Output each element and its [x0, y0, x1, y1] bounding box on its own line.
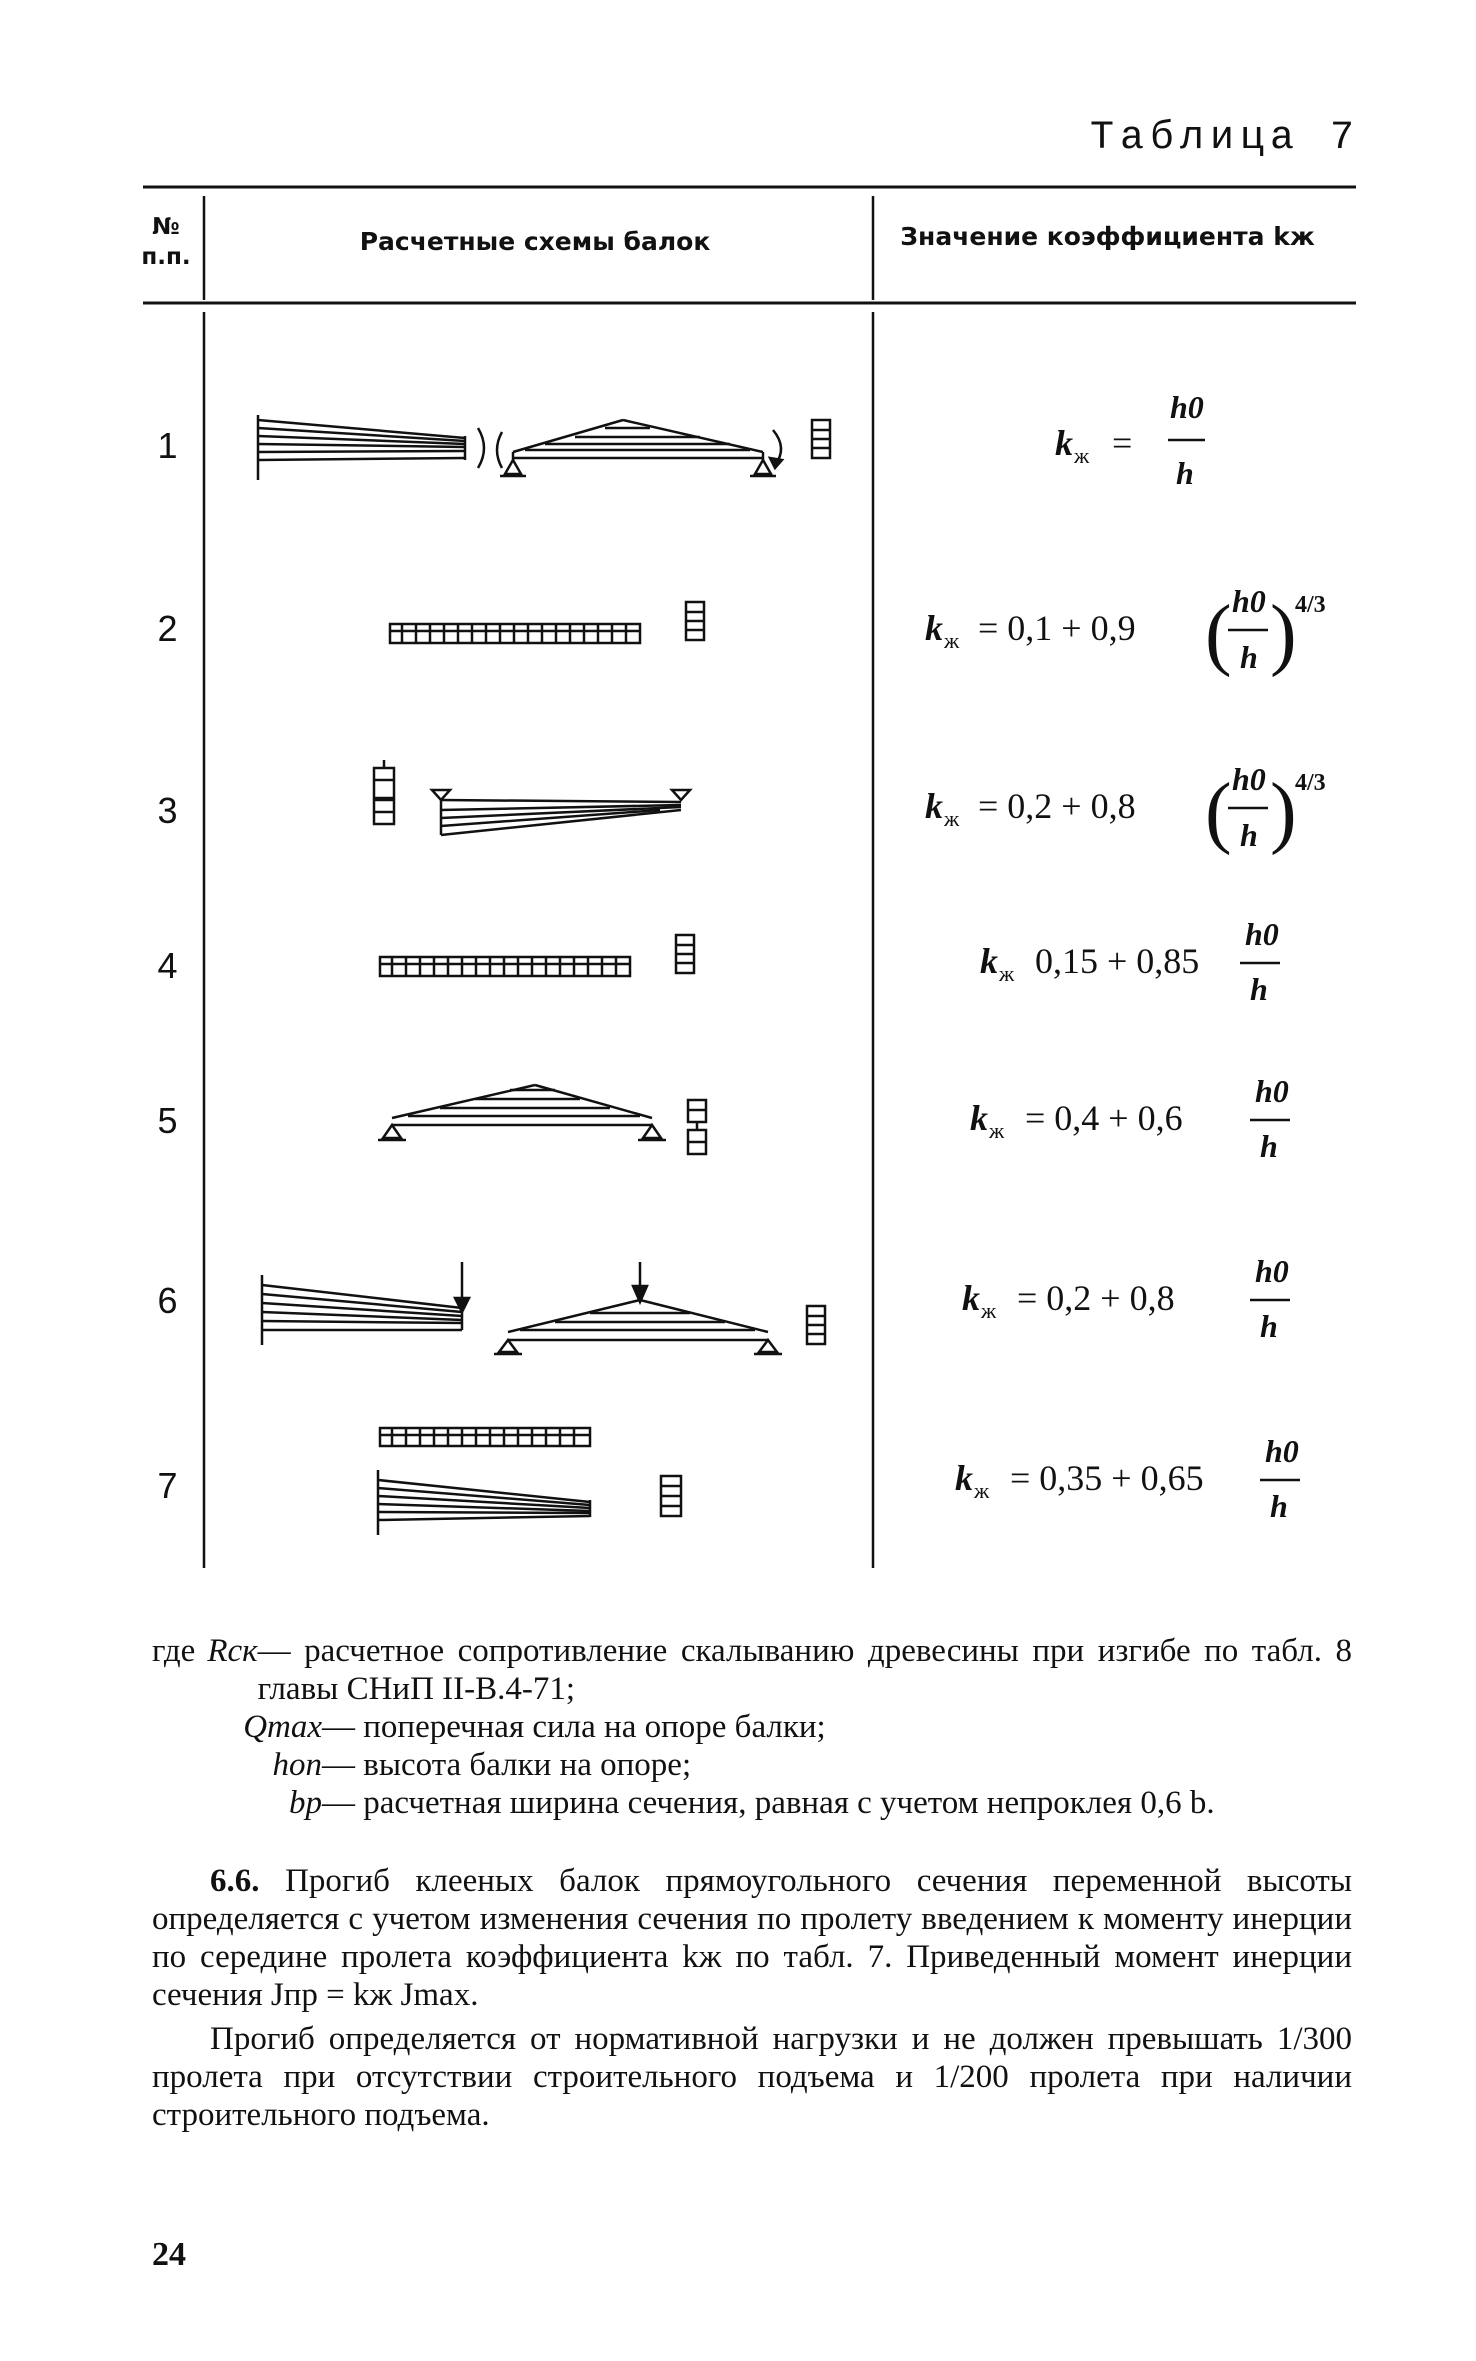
- svg-text:= 0,35 + 0,65: = 0,35 + 0,65: [1010, 1458, 1204, 1498]
- glossary-definition: — расчетная ширина сечения, равная с учетом непроклея 0,6 b.: [322, 1785, 1215, 1821]
- table-caption: Таблица 7: [1089, 116, 1360, 161]
- svg-text:h: h: [1260, 1308, 1278, 1344]
- formula-row-1: [1055, 389, 1205, 491]
- svg-text:h0: h0: [1232, 761, 1266, 797]
- row-number: 6: [157, 1280, 178, 1321]
- body-text: [152, 1862, 1352, 2134]
- svg-text:=: =: [1112, 423, 1133, 463]
- glossary-item: [152, 1632, 1352, 1708]
- svg-text:ж: ж: [944, 628, 960, 653]
- formula-row-4: [980, 916, 1280, 1007]
- svg-text:= 0,2 + 0,8: = 0,2 + 0,8: [1017, 1278, 1175, 1318]
- svg-text:= 0,1 + 0,9: = 0,1 + 0,9: [978, 608, 1136, 648]
- glossary-item: [152, 1708, 1352, 1746]
- row-number: 2: [157, 608, 178, 649]
- paragraph-text: Прогиб клееных балок прямоугольного сечения переменной высоты определяется с учетом изменения сечения по пролету введением к моменту инерции по середине пролета коэффициента kж по табл. 7. Приведенный момент инерции сечения Jпр = kж Jmax.: [152, 1863, 1352, 2013]
- svg-text:ж: ж: [981, 1298, 997, 1323]
- svg-text:(: (: [1205, 590, 1232, 678]
- svg-text:h: h: [1240, 639, 1258, 675]
- svg-text:h0: h0: [1255, 1253, 1289, 1289]
- svg-text:h0: h0: [1170, 389, 1204, 425]
- svg-text:0,15 + 0,85: 0,15 + 0,85: [1035, 941, 1200, 981]
- formula-row-5: [970, 1073, 1290, 1164]
- svg-text:): ): [1270, 768, 1297, 856]
- paragraph: [152, 2020, 1352, 2134]
- header-schemes: Расчетные схемы балок: [359, 227, 711, 256]
- svg-text:= 0,4 + 0,6: = 0,4 + 0,6: [1025, 1098, 1183, 1138]
- svg-text:h0: h0: [1265, 1433, 1299, 1469]
- svg-text:h0: h0: [1245, 916, 1279, 952]
- section-number: 6.6.: [210, 1863, 260, 1899]
- svg-text:h0: h0: [1255, 1073, 1289, 1109]
- svg-text:4/3: 4/3: [1295, 770, 1326, 796]
- svg-text:k: k: [962, 1278, 980, 1318]
- glossary-definition: — расчетное сопротивление скалыванию древесины при изгибе по табл. 8 главы СНиП II-В.4-71;: [257, 1633, 1352, 1707]
- row-number: 1: [157, 425, 178, 466]
- glossary-item: [152, 1746, 1352, 1784]
- glossary-term: bр: [289, 1785, 322, 1821]
- row-number: 5: [157, 1100, 178, 1141]
- formula-row-6: [962, 1253, 1290, 1344]
- svg-text:h0: h0: [1232, 583, 1266, 619]
- svg-text:= 0,2 + 0,8: = 0,2 + 0,8: [978, 786, 1136, 826]
- paragraph: [152, 1862, 1352, 2014]
- glossary-term: Qmax: [243, 1709, 322, 1745]
- page-number: 24: [152, 2236, 186, 2273]
- header-number-abbrev: п.п.: [141, 244, 191, 270]
- header-coefficient: Значение коэффициента kж: [900, 222, 1315, 251]
- formula-row-3: [925, 761, 1326, 856]
- svg-text:k: k: [1055, 423, 1073, 463]
- svg-text:ж: ж: [999, 961, 1015, 986]
- svg-text:ж: ж: [989, 1118, 1005, 1143]
- formula-row-2: [925, 583, 1326, 678]
- formula-row-7: [955, 1433, 1300, 1524]
- header-number-symbol: №: [152, 214, 180, 240]
- svg-text:ж: ж: [974, 1478, 990, 1503]
- svg-text:k: k: [970, 1098, 988, 1138]
- glossary-definition: — высота балки на опоре;: [322, 1747, 692, 1783]
- svg-text:): ): [1270, 590, 1297, 678]
- glossary-definition: — поперечная сила на опоре балки;: [322, 1709, 826, 1745]
- glossary-term: Rск: [207, 1633, 258, 1669]
- svg-text:(: (: [1205, 768, 1232, 856]
- svg-text:h: h: [1250, 971, 1268, 1007]
- glossary-term: hоп: [272, 1747, 322, 1783]
- svg-text:k: k: [925, 786, 943, 826]
- svg-text:ж: ж: [1074, 443, 1090, 468]
- svg-text:k: k: [980, 941, 998, 981]
- svg-text:h: h: [1260, 1128, 1278, 1164]
- svg-text:4/3: 4/3: [1295, 592, 1326, 618]
- svg-text:ж: ж: [944, 806, 960, 831]
- svg-text:h: h: [1240, 817, 1258, 853]
- svg-text:k: k: [955, 1458, 973, 1498]
- glossary: [152, 1632, 1352, 1822]
- svg-text:h: h: [1176, 455, 1194, 491]
- row-number: 3: [157, 790, 178, 831]
- glossary-item: [152, 1784, 1352, 1822]
- paragraph-text: Прогиб определяется от нормативной нагрузки и не должен превышать 1/300 пролета при отсутствии строительного подъема и 1/200 пролета при наличии строительного подъема.: [152, 2021, 1352, 2133]
- row-number: 4: [157, 945, 178, 986]
- row-number: 7: [157, 1465, 178, 1506]
- svg-text:h: h: [1270, 1488, 1288, 1524]
- svg-text:k: k: [925, 608, 943, 648]
- glossary-intro: где: [152, 1633, 196, 1669]
